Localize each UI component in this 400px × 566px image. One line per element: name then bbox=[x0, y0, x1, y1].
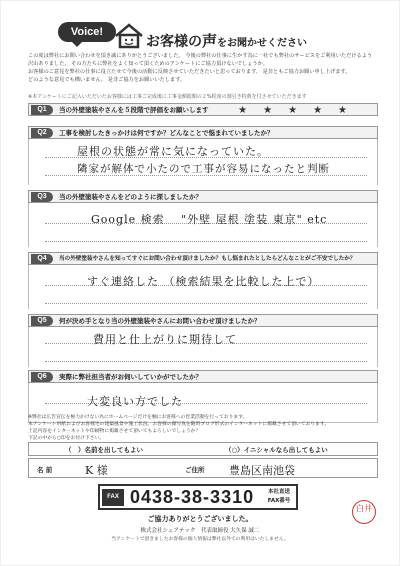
intro-line: お客様のご意見を弊社の仕事に役立たせて今後の活動に反映させていただきたいと思っております。 是非ともご協力お願い申し上げます。 bbox=[28, 69, 351, 75]
intro-line: どのような意見でも構いません。 是非ご協力をお願いいたします。 bbox=[28, 77, 186, 83]
option-name-ok[interactable]: （ ）名前を出してもよい bbox=[65, 446, 143, 454]
question-number: Q5 bbox=[31, 316, 53, 326]
question-text: 工事を検討したきっかけは何ですか？どんなことで悩まれていましたか？ bbox=[59, 129, 274, 137]
answer-line: 費用と仕上がりに期待して bbox=[93, 333, 237, 346]
question-text: 当の外壁塗装やさんを５段階で評価をお願いします bbox=[59, 106, 209, 114]
answer-area[interactable] bbox=[28, 327, 378, 367]
name-label: 名 前 bbox=[37, 466, 53, 474]
question-q3 bbox=[28, 190, 378, 247]
consent-line: ※弊社は広告宣伝を極力かけない為にホームページだけを軸にお客様への営業活動を行っております。 bbox=[28, 415, 248, 420]
question-text: 当の外壁塗装やさんを知ってすぐにお問い合わせ頂けましたか？もし悩まれたとしたらどんなことがご不安でしたか？ bbox=[59, 256, 356, 262]
address-field[interactable]: 豊島区南池袋 bbox=[229, 464, 295, 477]
house-icon bbox=[114, 23, 144, 49]
answer-line: 大変良い方でした bbox=[87, 395, 183, 408]
star-icon[interactable]: ★ bbox=[313, 105, 323, 116]
thanks-text: ご協力ありがとうございました。 bbox=[147, 515, 253, 523]
consent-line: 本アンケート用紙およびお客様宅の建築風景や施工状況、お客様の顔写真を随時ブログ形式のインターネットに掲載させて頂いております。 bbox=[28, 422, 330, 427]
question-number: Q2 bbox=[31, 128, 53, 138]
consent-line: 下記の中から○印をお付け下さい。 bbox=[28, 436, 105, 441]
consent-line: 上記内容をインターネットや印刷物に掲載させて頂いてもよろしいでしょうか？ bbox=[28, 429, 201, 434]
seal-stamp: 白井 bbox=[352, 500, 376, 524]
answer-line: 屋根の状態が常に気になっていた。 bbox=[77, 145, 269, 158]
publish-options bbox=[28, 442, 378, 456]
title-main: 声 bbox=[202, 32, 218, 50]
option-initial-ok[interactable]: （○）イニシャルなら出してもよい bbox=[225, 446, 328, 454]
page-title bbox=[146, 30, 307, 51]
question-q4 bbox=[28, 252, 378, 309]
fax-box bbox=[98, 484, 298, 510]
answer-line: 隣家が解体で小たので工事が容易になったと判断 bbox=[77, 163, 330, 175]
question-q1 bbox=[28, 103, 378, 116]
intro-line: 沢山ありました。 その方たちに弊社をよく知って頂くためのアンケートにご協力頂けないでしょうか。 bbox=[28, 61, 268, 67]
question-text: 実際に弊社担当者がお伺いしていかがでしたか？ bbox=[59, 373, 202, 381]
answer-area[interactable] bbox=[28, 265, 378, 309]
fax-number: 0438-38-3310 bbox=[130, 487, 255, 507]
question-number: Q4 bbox=[31, 254, 53, 264]
answer-area[interactable] bbox=[28, 203, 378, 247]
title-suffix: をお聞かせください bbox=[217, 38, 308, 49]
fax-icon: FAX bbox=[102, 489, 124, 506]
question-text: 何が決め手となり当の外壁塗装やさんにお問い合わせ頂けましたか？ bbox=[59, 317, 261, 325]
answer-line: すぐ連絡した （検索結果を比較した上で） bbox=[87, 275, 320, 288]
question-number: Q1 bbox=[31, 105, 53, 115]
question-q5 bbox=[28, 314, 378, 367]
question-text: 当の外壁塗装やさんをどのように探しましたか？ bbox=[59, 193, 202, 201]
intro-line: この度は弊社にお問い合わせを頂き誠にありがとうございました。 今後の弊社の仕事に生かす為に一社でも弊社のサービスをご利用いただけるよう bbox=[28, 53, 373, 59]
rating-stars bbox=[238, 104, 347, 117]
address-label: ご住所 bbox=[185, 466, 205, 474]
answer-line: Google 検索 "外壁 屋根 塗装 東京" etc bbox=[91, 213, 328, 226]
question-number: Q3 bbox=[31, 192, 53, 202]
star-icon[interactable]: ★ bbox=[263, 105, 273, 116]
intro-text bbox=[28, 52, 378, 84]
question-q2 bbox=[28, 126, 378, 185]
question-number: Q6 bbox=[31, 372, 53, 382]
company-name: 株式会社シェアテック 代表取締役 大久保 誠二 bbox=[140, 528, 260, 534]
fax-note: 本社直送 FAX番号 bbox=[267, 489, 291, 504]
star-icon[interactable]: ★ bbox=[288, 105, 298, 116]
voice-badge: Voice! bbox=[58, 22, 116, 42]
customer-info bbox=[28, 458, 378, 478]
star-icon[interactable]: ★ bbox=[238, 105, 248, 116]
name-field[interactable]: K 様 bbox=[85, 464, 108, 477]
star-icon[interactable]: ★ bbox=[338, 105, 347, 116]
discount-notice: ※本アンケートにご記入いただいたお客様には工事ご完成後に工事金額総額の２%程度の割引き特典を付させていただきます bbox=[28, 94, 307, 100]
privacy-note: 当アンケートで頂きましたお客様の個人情報は弊社以外での利用はいたしません。 bbox=[111, 537, 289, 542]
answer-area[interactable] bbox=[28, 139, 378, 185]
title-prefix: お客様の bbox=[146, 34, 202, 50]
